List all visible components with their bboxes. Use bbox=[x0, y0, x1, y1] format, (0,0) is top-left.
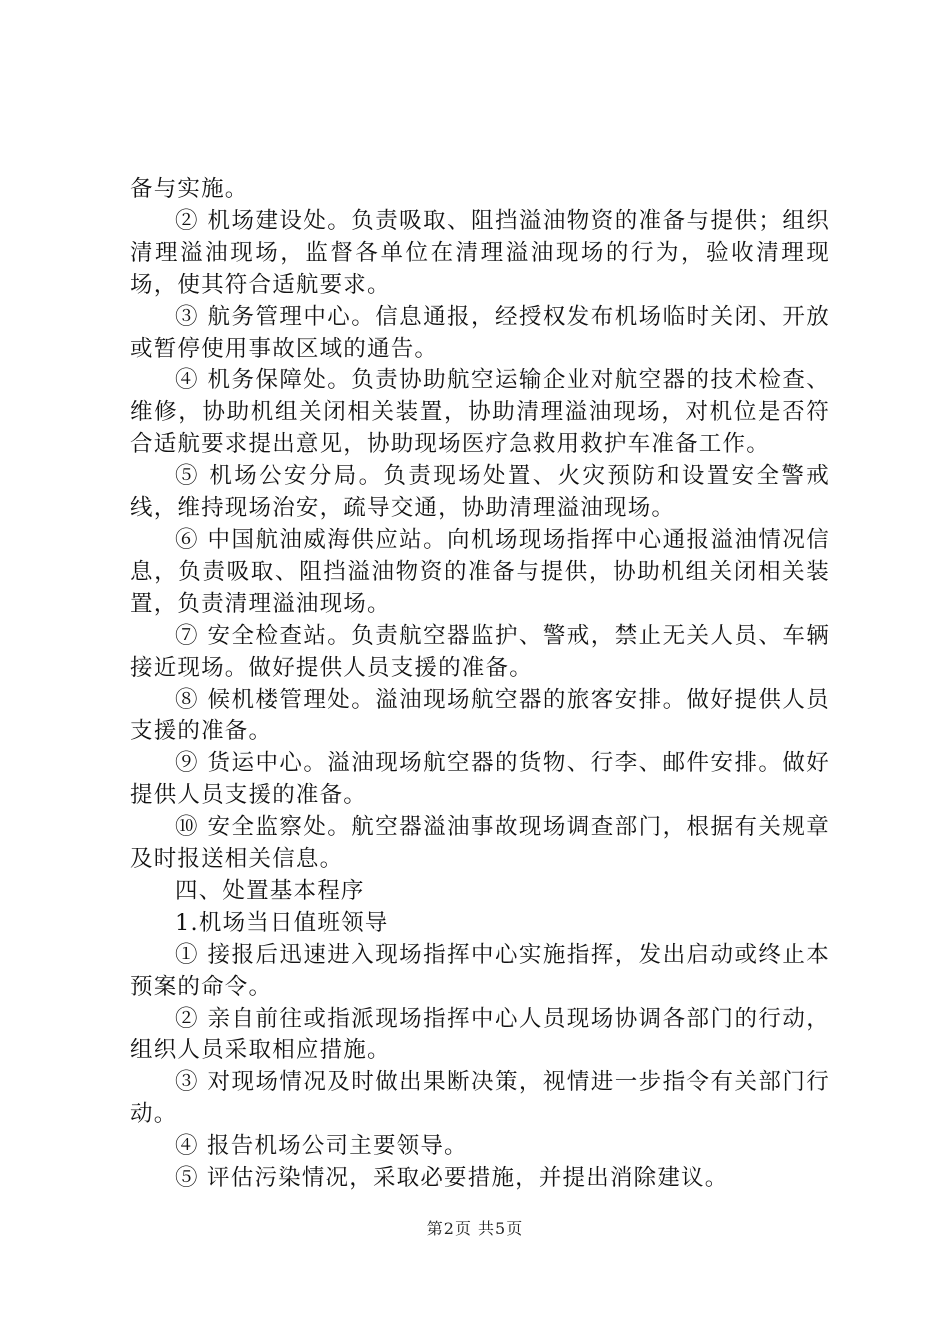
paragraph: ④ 机务保障处。负责协助航空运输企业对航空器的技术检查、维修，协助机组关闭相关装置，协助清理溢油现场，对机位是否符合适航要求提出意见，协助现场医疗急救用救护车准备工作。 bbox=[130, 367, 830, 458]
paragraph: ⑤ 机场公安分局。负责现场处置、火灾预防和设置安全警戒线，维持现场治安，疏导交通，协助清理溢油现场。 bbox=[130, 463, 830, 522]
paragraph: ⑨ 货运中心。溢油现场航空器的货物、行李、邮件安排。做好提供人员支援的准备。 bbox=[130, 750, 830, 809]
paragraph: ② 亲自前往或指派现场指挥中心人员现场协调各部门的行动，组织人员采取相应措施。 bbox=[130, 1005, 830, 1064]
subsection-heading: 1.机场当日值班领导 bbox=[175, 909, 389, 936]
paragraph: ⑧ 候机楼管理处。溢油现场航空器的旅客安排。做好提供人员支援的准备。 bbox=[130, 686, 830, 745]
paragraph: ① 接报后迅速进入现场指挥中心实施指挥，发出启动或终止本预案的命令。 bbox=[130, 941, 830, 1000]
body-text bbox=[130, 174, 830, 1195]
paragraph: ⑩ 安全监察处。航空器溢油事故现场调查部门，根据有关规章及时报送相关信息。 bbox=[130, 814, 830, 873]
paragraph: ⑥ 中国航油威海供应站。向机场现场指挥中心通报溢油情况信息，负责吸取、阻挡溢油物资的准备与提供，协助机组关闭相关装置，负责清理溢油现场。 bbox=[130, 526, 830, 617]
paragraph: ③ 对现场情况及时做出果断决策，视情进一步指令有关部门行动。 bbox=[130, 1069, 830, 1128]
paragraph: ④ 报告机场公司主要领导。 bbox=[175, 1133, 468, 1160]
page-number-footer: 第2页 共5页 bbox=[426, 1219, 524, 1238]
paragraph: ③ 航务管理中心。信息通报，经授权发布机场临时关闭、开放或暂停使用事故区域的通告。 bbox=[130, 303, 830, 362]
section-heading: 四、处置基本程序 bbox=[175, 877, 365, 904]
paragraph: ⑤ 评估污染情况，采取必要措施，并提出消除建议。 bbox=[175, 1165, 729, 1192]
paragraph: ⑦ 安全检查站。负责航空器监护、警戒，禁止无关人员、车辆接近现场。做好提供人员支援的准备。 bbox=[130, 622, 830, 681]
paragraph: ② 机场建设处。负责吸取、阻挡溢油物资的准备与提供；组织清理溢油现场，监督各单位在清理溢油现场的行为，验收清理现场，使其符合适航要求。 bbox=[130, 207, 830, 298]
paragraph: 备与实施。 bbox=[130, 176, 249, 202]
